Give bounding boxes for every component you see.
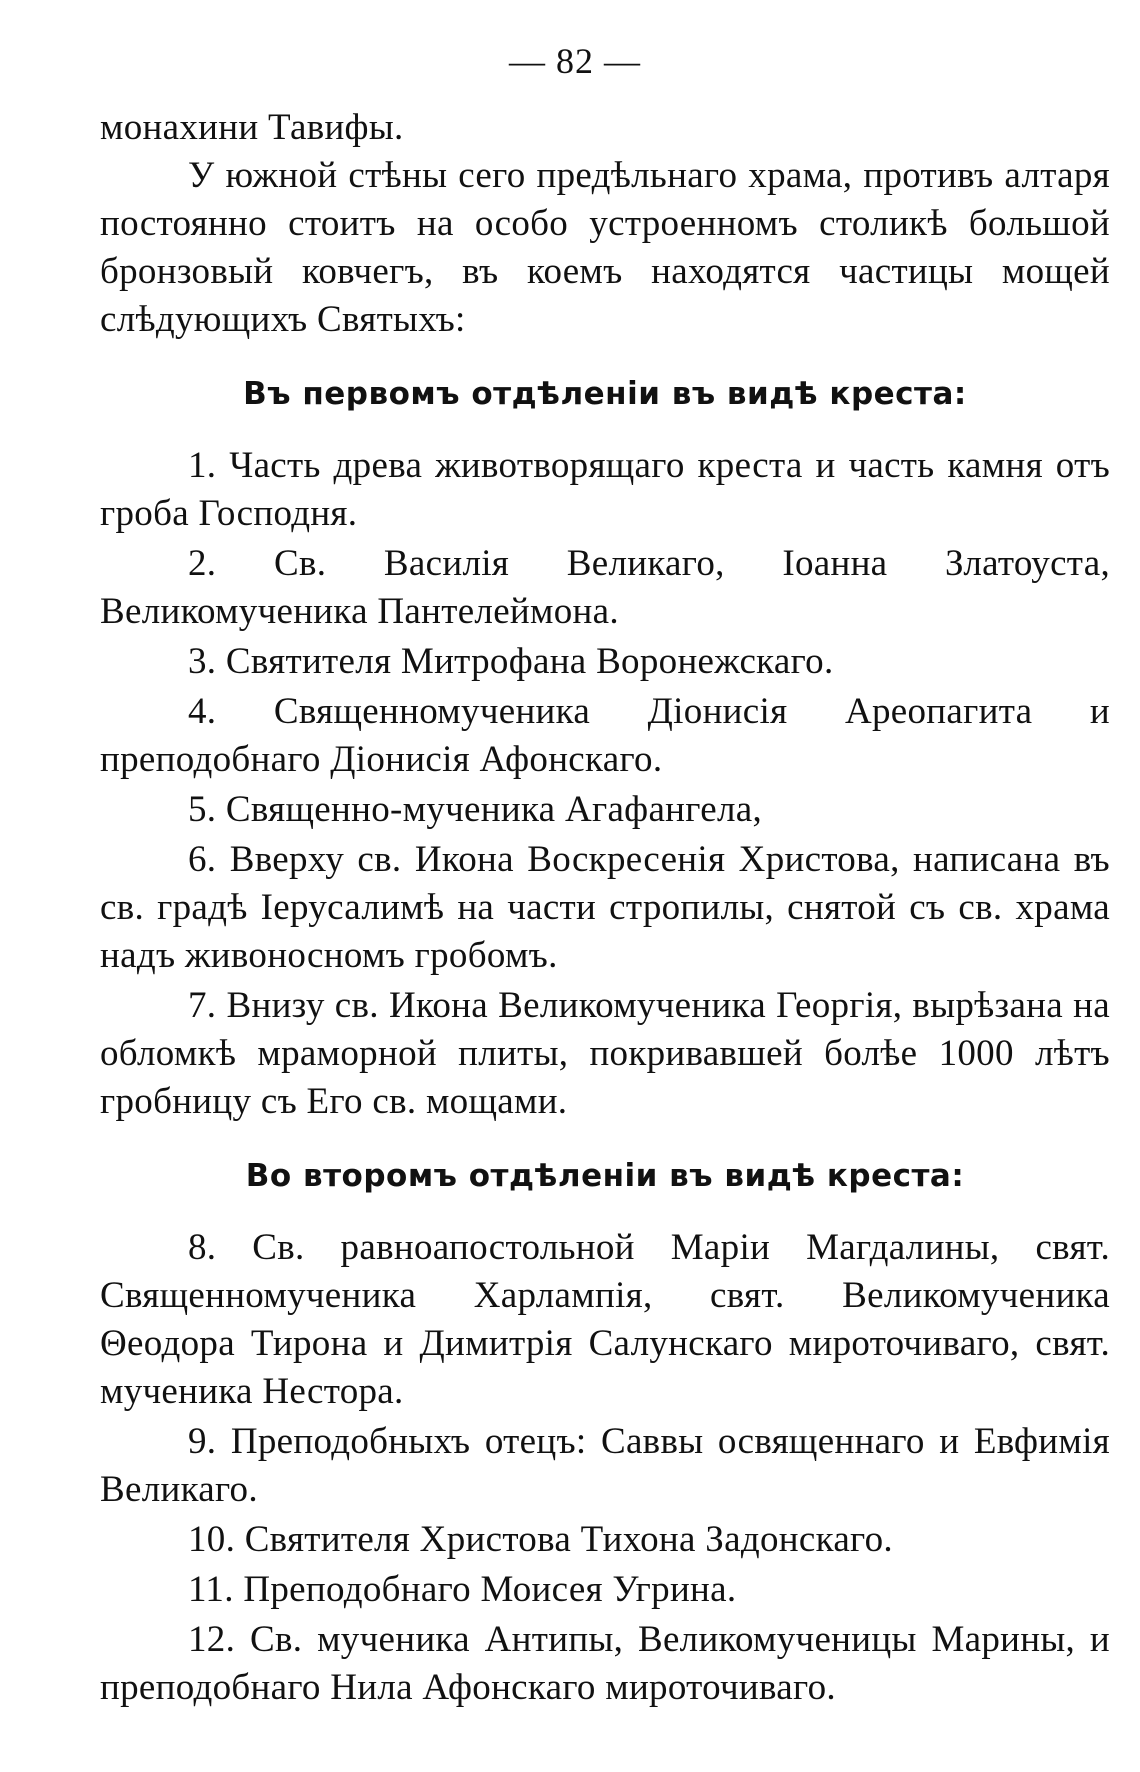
list-item: 2. Св. Василія Великаго, Іоанна Златоуста, Великомученика Пантелеймона. xyxy=(100,543,1110,632)
paragraph-continuation: монахини Тавифы. xyxy=(100,107,404,148)
book-page xyxy=(100,40,1110,1714)
list-item: 5. Священно-мученика Агафангела, xyxy=(188,789,763,830)
list-item: 12. Св. мученика Антипы, Великомученицы Марины, и преподобнаго Нила Афонскаго мироточиваго. xyxy=(100,1619,1110,1708)
list-item: 8. Св. равноапостольной Маріи Магдалины, свят. Священномученика Харлампія, свят. Великомученика Θеодора Тирона и Димитрія Салунскаго мироточиваго, свят. мученика Нестора. xyxy=(100,1227,1110,1412)
list-item: 11. Преподобнаго Моисея Угрина. xyxy=(188,1569,737,1610)
list-item: 10. Святителя Христова Тихона Задонскаго. xyxy=(188,1519,893,1560)
list-item: 7. Внизу св. Икона Великомученика Георгія, вырѣзана на обломкѣ мраморной плиты, покривавшей болѣе 1000 лѣтъ гробницу съ Его св. мощами. xyxy=(100,985,1110,1122)
list-item: 9. Преподобныхъ отецъ: Саввы освященнаго и Евфимія Великаго. xyxy=(100,1421,1110,1510)
list-item: 1. Часть древа животворящаго креста и часть камня отъ гроба Господня. xyxy=(100,445,1110,534)
section-heading-second: Во второмъ отдѣленіи въ видѣ креста: xyxy=(245,1158,965,1194)
list-item: 6. Вверху св. Икона Воскресенія Христова, написана въ св. градѣ Іерусалимѣ на части стропилы, снятой съ св. храма надъ живоносномъ гробомъ. xyxy=(100,839,1110,976)
paragraph-intro: У южной стѣны сего предѣльнаго храма, противъ алтаря постоянно стоитъ на особо устроенномъ столикѣ большой бронзовый ковчегъ, въ коемъ находятся частицы мощей слѣдующихъ Святыхъ: xyxy=(100,155,1110,340)
list-item: 4. Священномученика Діонисія Ареопагита и преподобнаго Діонисія Афонскаго. xyxy=(100,691,1110,780)
section-heading-first: Въ первомъ отдѣленіи въ видѣ креста: xyxy=(243,376,967,412)
list-item: 3. Святителя Митрофана Воронежскаго. xyxy=(188,641,834,682)
body-text xyxy=(100,104,1110,1712)
page-number: — 82 — xyxy=(509,41,641,81)
